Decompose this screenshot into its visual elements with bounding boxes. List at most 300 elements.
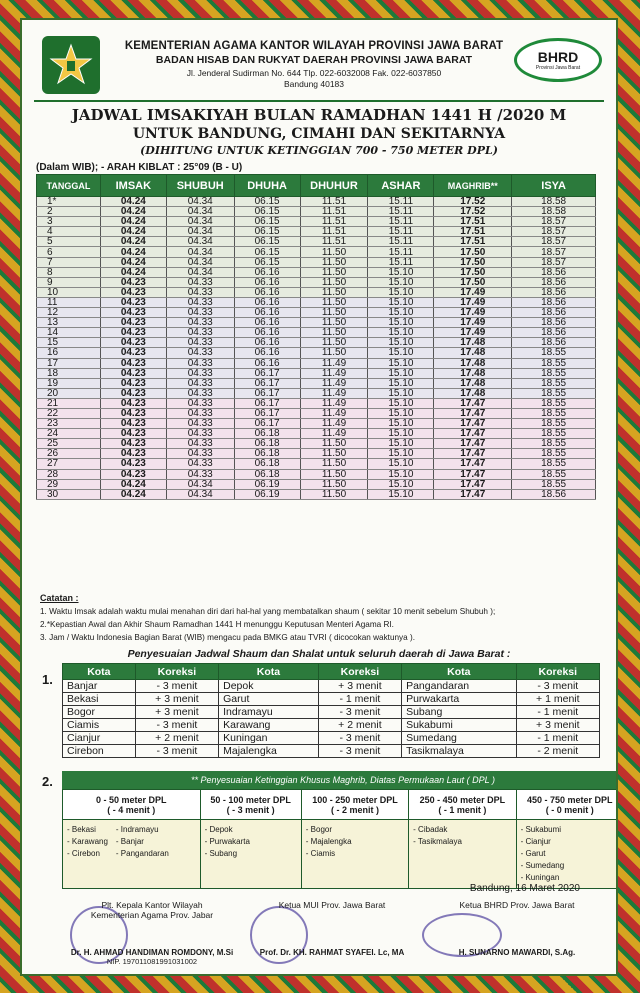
schedule-cell: 04.34 bbox=[166, 257, 234, 267]
schedule-cell: 11.50 bbox=[300, 338, 368, 348]
schedule-cell: 04.24 bbox=[100, 207, 166, 217]
dpl-city: - Cirebon bbox=[67, 849, 100, 858]
city-cell: Kuningan bbox=[219, 732, 319, 745]
schedule-cell: 04.23 bbox=[100, 348, 166, 358]
schedule-header-cell: ISYA bbox=[512, 175, 596, 197]
dpl-city: - Bogor bbox=[305, 825, 332, 834]
schedule-cell: 06.19 bbox=[234, 489, 300, 499]
schedule-cell: 04.24 bbox=[100, 197, 166, 207]
schedule-cell: 18.55 bbox=[512, 449, 596, 459]
correction-cell: - 1 menit bbox=[318, 693, 401, 706]
adjustment-row bbox=[63, 680, 600, 693]
dpl-range-header bbox=[63, 790, 201, 820]
schedule-cell: 15.11 bbox=[368, 217, 434, 227]
schedule-cell: 06.19 bbox=[234, 479, 300, 489]
note-item: 1. Waktu Imsak adalah waktu mulai menahan diri dari hal-hal yang membatalkan shaum ( sekitar 10 menit sebelum Shubuh ); bbox=[40, 607, 496, 616]
schedule-header-row bbox=[37, 175, 596, 197]
schedule-cell: 24 bbox=[37, 429, 101, 439]
schedule-cell: 14 bbox=[37, 328, 101, 338]
schedule-cell: 04.33 bbox=[166, 348, 234, 358]
schedule-cell: 04.23 bbox=[100, 439, 166, 449]
schedule-cell: 11.50 bbox=[300, 257, 368, 267]
schedule-cell: 13 bbox=[37, 318, 101, 328]
schedule-row bbox=[37, 459, 596, 469]
schedule-cell: 06.17 bbox=[234, 388, 300, 398]
schedule-cell: 04.24 bbox=[100, 227, 166, 237]
correction-cell: + 2 menit bbox=[135, 732, 218, 745]
correction-cell: + 2 menit bbox=[318, 719, 401, 732]
schedule-cell: 17.48 bbox=[434, 358, 512, 368]
dpl-city: - Kuningan bbox=[520, 873, 560, 882]
schedule-cell: 17.47 bbox=[434, 479, 512, 489]
schedule-cell: 15.10 bbox=[368, 308, 434, 318]
schedule-cell: 11.49 bbox=[300, 378, 368, 388]
adjustment-header-cell: Kota bbox=[219, 664, 319, 680]
city-cell: Sumedang bbox=[402, 732, 516, 745]
schedule-cell: 18.55 bbox=[512, 348, 596, 358]
schedule-cell: 15.10 bbox=[368, 489, 434, 499]
schedule-cell: 04.33 bbox=[166, 408, 234, 418]
adjustment-header-cell: Koreksi bbox=[318, 664, 401, 680]
schedule-cell: 04.34 bbox=[166, 247, 234, 257]
schedule-cell: 8 bbox=[37, 267, 101, 277]
correction-cell: - 3 menit bbox=[135, 745, 218, 758]
city-cell: Indramayu bbox=[219, 706, 319, 719]
schedule-cell: 15.10 bbox=[368, 479, 434, 489]
schedule-cell: 06.18 bbox=[234, 459, 300, 469]
schedule-cell: 18.58 bbox=[512, 207, 596, 217]
correction-cell: - 3 menit bbox=[516, 680, 599, 693]
city-cell: Bekasi bbox=[63, 693, 136, 706]
schedule-cell: 04.33 bbox=[166, 429, 234, 439]
correction-cell: - 1 menit bbox=[516, 732, 599, 745]
sig-name: H. SUNARNO MAWARDI, S.Ag. bbox=[458, 948, 576, 957]
schedule-cell: 17.48 bbox=[434, 348, 512, 358]
schedule-cell: 04.23 bbox=[100, 408, 166, 418]
kemenag-logo-icon bbox=[42, 36, 100, 94]
schedule-cell: 29 bbox=[37, 479, 101, 489]
schedule-cell: 18.56 bbox=[512, 318, 596, 328]
city-cell: Subang bbox=[402, 706, 516, 719]
adjustment-header-cell: Koreksi bbox=[516, 664, 599, 680]
schedule-cell: 04.34 bbox=[166, 489, 234, 499]
schedule-cell: 04.23 bbox=[100, 398, 166, 408]
schedule-cell: 04.34 bbox=[166, 197, 234, 207]
dpl-correction: ( - 3 menit ) bbox=[226, 804, 275, 815]
dpl-range: 100 - 250 meter DPL bbox=[312, 794, 398, 805]
schedule-cell: 15.11 bbox=[368, 197, 434, 207]
schedule-row bbox=[37, 489, 596, 499]
schedule-cell: 04.23 bbox=[100, 318, 166, 328]
dpl-city: - Banjar bbox=[115, 837, 144, 846]
schedule-cell: 04.33 bbox=[166, 459, 234, 469]
schedule-cell: 7 bbox=[37, 257, 101, 267]
schedule-cell: 06.15 bbox=[234, 197, 300, 207]
schedule-cell: 11.49 bbox=[300, 368, 368, 378]
dpl-city: - Cibadak bbox=[413, 825, 448, 834]
schedule-cell: 11.50 bbox=[300, 318, 368, 328]
dpl-range-header bbox=[516, 790, 618, 820]
schedule-cell: 17.47 bbox=[434, 398, 512, 408]
schedule-cell: 17.52 bbox=[434, 197, 512, 207]
schedule-cell: 17.50 bbox=[434, 247, 512, 257]
city-adjustment-table bbox=[62, 663, 600, 758]
schedule-cell: 04.24 bbox=[100, 217, 166, 227]
schedule-cell: 18.55 bbox=[512, 388, 596, 398]
schedule-cell: 06.16 bbox=[234, 348, 300, 358]
schedule-cell: 04.24 bbox=[100, 267, 166, 277]
schedule-cell: 04.33 bbox=[166, 398, 234, 408]
schedule-cell: 04.33 bbox=[166, 358, 234, 368]
schedule-cell: 15.10 bbox=[368, 287, 434, 297]
schedule-cell: 11.50 bbox=[300, 297, 368, 307]
schedule-cell: 3 bbox=[37, 217, 101, 227]
schedule-header-cell: ASHAR bbox=[368, 175, 434, 197]
schedule-cell: 11.50 bbox=[300, 287, 368, 297]
schedule-cell: 06.15 bbox=[234, 257, 300, 267]
schedule-cell: 06.16 bbox=[234, 358, 300, 368]
city-cell: Majalengka bbox=[219, 745, 319, 758]
dpl-city: - Subang bbox=[204, 849, 238, 858]
schedule-cell: 04.34 bbox=[166, 267, 234, 277]
schedule-row bbox=[37, 398, 596, 408]
bhrd-logo-text: BHRD bbox=[537, 49, 579, 65]
schedule-cell: 17.47 bbox=[434, 469, 512, 479]
schedule-row bbox=[37, 388, 596, 398]
schedule-cell: 04.33 bbox=[166, 308, 234, 318]
dpl-range-header bbox=[200, 790, 301, 820]
schedule-row bbox=[37, 257, 596, 267]
schedule-cell: 04.23 bbox=[100, 419, 166, 429]
dpl-city: - Purwakarta bbox=[204, 837, 250, 846]
schedule-cell: 15.10 bbox=[368, 378, 434, 388]
dpl-range: 50 - 100 meter DPL bbox=[210, 794, 291, 805]
dpl-cities bbox=[67, 824, 196, 860]
schedule-cell: 04.23 bbox=[100, 388, 166, 398]
correction-cell: - 3 menit bbox=[135, 719, 218, 732]
city-cell: Depok bbox=[219, 680, 319, 693]
schedule-cell: 17.47 bbox=[434, 408, 512, 418]
org-text bbox=[114, 40, 514, 89]
schedule-cell: 18.55 bbox=[512, 358, 596, 368]
schedule-row bbox=[37, 368, 596, 378]
schedule-row bbox=[37, 217, 596, 227]
schedule-row bbox=[37, 247, 596, 257]
schedule-cell: 04.23 bbox=[100, 449, 166, 459]
schedule-cell: 18.57 bbox=[512, 217, 596, 227]
schedule-header-cell: MAGHRIB** bbox=[434, 175, 512, 197]
schedule-cell: 17.50 bbox=[434, 267, 512, 277]
schedule-cell: 11.50 bbox=[300, 247, 368, 257]
schedule-row bbox=[37, 277, 596, 287]
schedule-row bbox=[37, 408, 596, 418]
correction-cell: + 3 menit bbox=[516, 719, 599, 732]
schedule-row bbox=[37, 479, 596, 489]
schedule-cell: 15.10 bbox=[368, 267, 434, 277]
dpl-correction: ( - 1 menit ) bbox=[438, 804, 487, 815]
schedule-cell: 06.15 bbox=[234, 227, 300, 237]
schedule-cell: 18.55 bbox=[512, 469, 596, 479]
schedule-cell: 18.55 bbox=[512, 398, 596, 408]
schedule-cell: 11.50 bbox=[300, 489, 368, 499]
city-cell: Tasikmalaya bbox=[402, 745, 516, 758]
sig-name: Dr. H. AHMAD HANDIMAN ROMDONY, M.Si bbox=[70, 948, 234, 957]
schedule-cell: 18.56 bbox=[512, 277, 596, 287]
schedule-cell: 17.47 bbox=[434, 439, 512, 449]
schedule-cell: 17.48 bbox=[434, 338, 512, 348]
schedule-row bbox=[37, 287, 596, 297]
dpl-city-list bbox=[116, 824, 169, 860]
schedule-cell: 04.33 bbox=[166, 388, 234, 398]
schedule-cell: 18.56 bbox=[512, 489, 596, 499]
sig-title: Ketua BHRD Prov. Jawa Barat bbox=[459, 900, 575, 910]
schedule-cell: 18 bbox=[37, 368, 101, 378]
schedule-cell: 06.16 bbox=[234, 267, 300, 277]
schedule-cell: 04.33 bbox=[166, 368, 234, 378]
schedule-cell: 15.10 bbox=[368, 358, 434, 368]
dpl-city: - Bekasi bbox=[67, 825, 96, 834]
schedule-cell: 17.47 bbox=[434, 449, 512, 459]
schedule-cell: 18.56 bbox=[512, 297, 596, 307]
dpl-cities-cell bbox=[200, 820, 301, 889]
schedule-cell: 17.47 bbox=[434, 429, 512, 439]
schedule-cell: 04.23 bbox=[100, 429, 166, 439]
correction-cell: + 3 menit bbox=[318, 680, 401, 693]
schedule-cell: 04.34 bbox=[166, 207, 234, 217]
schedule-cell: 11.49 bbox=[300, 419, 368, 429]
issue-date: Bandung, 16 Maret 2020 bbox=[469, 883, 580, 894]
schedule-cell: 04.34 bbox=[166, 479, 234, 489]
adjustment-row bbox=[63, 719, 600, 732]
schedule-cell: 04.33 bbox=[166, 449, 234, 459]
schedule-cell: 18.55 bbox=[512, 439, 596, 449]
schedule-cell: 17.48 bbox=[434, 368, 512, 378]
schedule-cell: 04.24 bbox=[100, 257, 166, 267]
schedule-row bbox=[37, 297, 596, 307]
schedule-cell: 04.24 bbox=[100, 489, 166, 499]
schedule-row bbox=[37, 267, 596, 277]
signature-kanwil bbox=[62, 900, 242, 966]
schedule-cell: 06.17 bbox=[234, 408, 300, 418]
header-divider bbox=[34, 100, 604, 102]
note-item: 2.*Kepastian Awal dan Akhir Shaum Ramadhan 1441 H menunggu Keputusan Menteri Agama RI. bbox=[40, 620, 394, 629]
schedule-row bbox=[37, 439, 596, 449]
schedule-cell: 11 bbox=[37, 297, 101, 307]
dpl-correction: ( - 0 menit ) bbox=[545, 804, 594, 815]
dpl-cities bbox=[205, 824, 297, 860]
dpl-cities-cell bbox=[516, 820, 618, 889]
schedule-cell: 11.51 bbox=[300, 237, 368, 247]
dpl-city-list bbox=[521, 824, 565, 884]
schedule-cell: 17.50 bbox=[434, 257, 512, 267]
city-cell: Purwakarta bbox=[402, 693, 516, 706]
adjustment-row bbox=[63, 745, 600, 758]
schedule-cell: 17.47 bbox=[434, 489, 512, 499]
schedule-row bbox=[37, 328, 596, 338]
dpl-city: - Majalengka bbox=[305, 837, 352, 846]
schedule-cell: 06.16 bbox=[234, 308, 300, 318]
schedule-cell: 04.23 bbox=[100, 358, 166, 368]
schedule-cell: 11.50 bbox=[300, 439, 368, 449]
org-city: Bandung 40183 bbox=[283, 79, 345, 89]
schedule-cell: 06.17 bbox=[234, 378, 300, 388]
title-line3: (DIHITUNG UNTUK KETINGGIAN 700 - 750 METER DPL) bbox=[140, 144, 498, 157]
dpl-city: - Sukabumi bbox=[520, 825, 562, 834]
schedule-cell: 04.33 bbox=[166, 297, 234, 307]
correction-cell: + 3 menit bbox=[135, 706, 218, 719]
city-cell: Ciamis bbox=[63, 719, 136, 732]
schedule-cell: 18.55 bbox=[512, 459, 596, 469]
schedule-cell: 15.10 bbox=[368, 408, 434, 418]
schedule-cell: 11.49 bbox=[300, 358, 368, 368]
dpl-cities bbox=[521, 824, 618, 884]
schedule-cell: 17.50 bbox=[434, 277, 512, 287]
dpl-city: - Karawang bbox=[67, 837, 108, 846]
dpl-range: 250 - 450 meter DPL bbox=[419, 794, 506, 805]
schedule-cell: 18.57 bbox=[512, 237, 596, 247]
correction-cell: - 3 menit bbox=[135, 680, 218, 693]
title-line2: UNTUK BANDUNG, CIMAHI DAN SEKITARNYA bbox=[132, 126, 506, 142]
city-cell: Garut bbox=[219, 693, 319, 706]
schedule-cell: 04.34 bbox=[166, 217, 234, 227]
correction-cell: - 3 menit bbox=[318, 706, 401, 719]
schedule-cell: 04.34 bbox=[166, 237, 234, 247]
signature-mui bbox=[242, 900, 422, 957]
schedule-cell: 9 bbox=[37, 277, 101, 287]
adjustment-row bbox=[63, 706, 600, 719]
dpl-cities bbox=[306, 824, 404, 860]
org-line1: KEMENTERIAN AGAMA KANTOR WILAYAH PROVINSI JAWA BARAT bbox=[124, 40, 504, 52]
schedule-cell: 11.49 bbox=[300, 408, 368, 418]
city-cell: Karawang bbox=[219, 719, 319, 732]
dpl-city: - Cianjur bbox=[520, 837, 551, 846]
schedule-body bbox=[37, 197, 596, 500]
schedule-cell: 11.51 bbox=[300, 217, 368, 227]
schedule-cell: 12 bbox=[37, 308, 101, 318]
schedule-header-cell: DHUHA bbox=[234, 175, 300, 197]
schedule-cell: 04.23 bbox=[100, 378, 166, 388]
dpl-city: - Garut bbox=[520, 849, 546, 858]
schedule-cell: 11.50 bbox=[300, 469, 368, 479]
schedule-cell: 15.11 bbox=[368, 237, 434, 247]
dpl-table bbox=[62, 789, 618, 889]
schedule-cell: 04.33 bbox=[166, 318, 234, 328]
schedule-cell: 17.51 bbox=[434, 217, 512, 227]
schedule-cell: 15.11 bbox=[368, 257, 434, 267]
schedule-cell: 15.10 bbox=[368, 368, 434, 378]
schedule-cell: 15.10 bbox=[368, 469, 434, 479]
schedule-cell: 06.17 bbox=[234, 419, 300, 429]
schedule-cell: 04.23 bbox=[100, 338, 166, 348]
schedule-cell: 06.17 bbox=[234, 368, 300, 378]
schedule-cell: 18.56 bbox=[512, 328, 596, 338]
schedule-cell: 17.52 bbox=[434, 207, 512, 217]
dpl-city-list bbox=[306, 824, 352, 860]
dpl-cities bbox=[413, 824, 511, 848]
schedule-cell: 04.23 bbox=[100, 308, 166, 318]
schedule-cell: 11.49 bbox=[300, 398, 368, 408]
schedule-cell: 04.33 bbox=[166, 287, 234, 297]
schedule-cell: 18.57 bbox=[512, 247, 596, 257]
schedule-cell: 17.51 bbox=[434, 227, 512, 237]
city-cell: Cirebon bbox=[63, 745, 136, 758]
schedule-cell: 17.47 bbox=[434, 459, 512, 469]
schedule-cell: 06.16 bbox=[234, 287, 300, 297]
notes-heading: Catatan : bbox=[40, 593, 79, 603]
schedule-row bbox=[37, 449, 596, 459]
schedule-cell: 18.57 bbox=[512, 227, 596, 237]
schedule-cell: 17.49 bbox=[434, 318, 512, 328]
schedule-cell: 15.11 bbox=[368, 207, 434, 217]
schedule-cell: 04.33 bbox=[166, 439, 234, 449]
schedule-cell: 17.49 bbox=[434, 297, 512, 307]
schedule-cell: 04.24 bbox=[100, 247, 166, 257]
schedule-row bbox=[37, 378, 596, 388]
schedule-cell: 06.16 bbox=[234, 297, 300, 307]
schedule-cell: 11.50 bbox=[300, 277, 368, 287]
schedule-cell: 11.49 bbox=[300, 429, 368, 439]
city-cell: Sukabumi bbox=[402, 719, 516, 732]
schedule-cell: 11.50 bbox=[300, 459, 368, 469]
schedule-cell: 18.56 bbox=[512, 308, 596, 318]
dpl-city-list bbox=[413, 824, 462, 848]
schedule-row bbox=[37, 197, 596, 207]
dpl-city: - Indramayu bbox=[115, 825, 159, 834]
schedule-cell: 15.10 bbox=[368, 297, 434, 307]
schedule-cell: 06.16 bbox=[234, 277, 300, 287]
schedule-cell: 18.56 bbox=[512, 287, 596, 297]
note-item: 3. Jam / Waktu Indonesia Bagian Barat (WIB) mengacu pada BMKG atau TVRI ( dicocokan waktunya ). bbox=[40, 633, 415, 642]
schedule-cell: 06.15 bbox=[234, 207, 300, 217]
schedule-cell: 04.34 bbox=[166, 227, 234, 237]
schedule-cell: 04.33 bbox=[166, 419, 234, 429]
schedule-cell: 11.51 bbox=[300, 227, 368, 237]
schedule-cell: 18.57 bbox=[512, 257, 596, 267]
schedule-header-cell: DHUHUR bbox=[300, 175, 368, 197]
schedule-cell: 04.23 bbox=[100, 297, 166, 307]
city-cell: Banjar bbox=[63, 680, 136, 693]
adjustment-row bbox=[63, 693, 600, 706]
schedule-title bbox=[22, 106, 616, 157]
adjustment-row bbox=[63, 732, 600, 745]
schedule-cell: 18.58 bbox=[512, 197, 596, 207]
dpl-correction: ( - 4 menit ) bbox=[107, 804, 156, 815]
adjustment-header-row bbox=[63, 664, 600, 680]
dpl-city: - Tasikmalaya bbox=[413, 837, 462, 846]
dpl-cities-cell bbox=[301, 820, 408, 889]
schedule-cell: 10 bbox=[37, 287, 101, 297]
bhrd-logo-icon bbox=[514, 38, 602, 82]
city-cell: Pangandaran bbox=[402, 680, 516, 693]
schedule-cell: 06.16 bbox=[234, 338, 300, 348]
schedule-cell: 04.23 bbox=[100, 368, 166, 378]
signature-bhrd bbox=[427, 900, 607, 957]
schedule-cell: 16 bbox=[37, 348, 101, 358]
schedule-cell: 22 bbox=[37, 408, 101, 418]
notes bbox=[40, 592, 610, 644]
correction-cell: - 1 menit bbox=[516, 706, 599, 719]
schedule-cell: 15.11 bbox=[368, 227, 434, 237]
dpl-body-row bbox=[63, 820, 619, 889]
schedule-row bbox=[37, 237, 596, 247]
schedule-cell: 28 bbox=[37, 469, 101, 479]
correction-cell: - 3 menit bbox=[318, 745, 401, 758]
schedule-cell: 04.23 bbox=[100, 287, 166, 297]
schedule-cell: 04.33 bbox=[166, 338, 234, 348]
dpl-header-row bbox=[63, 790, 619, 820]
dpl-range: 450 - 750 meter DPL bbox=[527, 794, 613, 805]
dpl-cities-cell bbox=[409, 820, 516, 889]
